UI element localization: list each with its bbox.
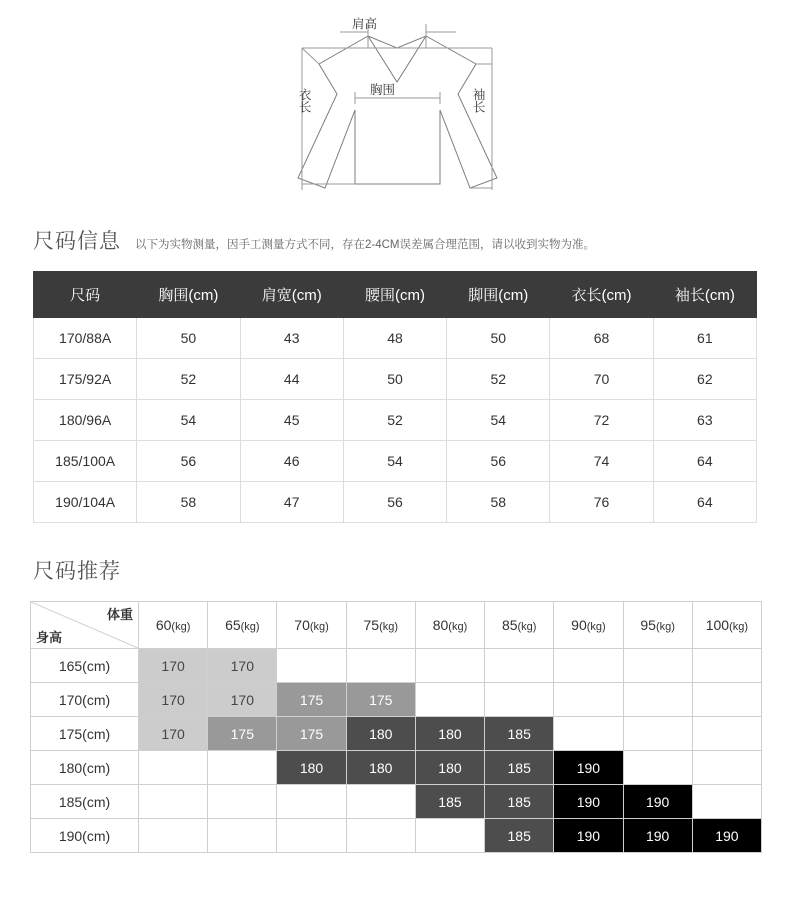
size-cell: 72 xyxy=(550,400,653,441)
recommend-cell xyxy=(139,785,208,819)
diagram-label-sleeve: 袖长 xyxy=(471,88,486,113)
recommend-cell: 170 xyxy=(139,683,208,717)
recommend-cell: 175 xyxy=(277,683,346,717)
recommend-cell: 175 xyxy=(277,717,346,751)
size-cell: 64 xyxy=(653,441,756,482)
recommend-cell: 190 xyxy=(692,819,761,853)
size-cell: 56 xyxy=(137,441,240,482)
recommend-cell xyxy=(623,751,692,785)
size-info-col-5: 衣长(cm) xyxy=(550,272,653,318)
recommend-cell xyxy=(692,649,761,683)
size-info-col-6: 袖长(cm) xyxy=(653,272,756,318)
height-row-header: 170(cm) xyxy=(31,683,139,717)
recommend-cell: 180 xyxy=(415,717,484,751)
garment-diagram-section xyxy=(0,0,790,225)
weight-header-80: 80(kg) xyxy=(415,602,484,649)
table-row xyxy=(34,318,757,359)
size-info-col-2: 肩宽(cm) xyxy=(240,272,343,318)
size-cell: 190/104A xyxy=(34,482,137,523)
recommend-cell xyxy=(139,819,208,853)
size-cell: 56 xyxy=(447,441,550,482)
size-info-note: 以下为实物测量，因手工测量方式不同，存在2-4CM误差属合理范围，请以收到实物为准。 xyxy=(135,239,596,251)
recommend-cell xyxy=(415,649,484,683)
weight-header-100: 100(kg) xyxy=(692,602,761,649)
recommend-cell xyxy=(277,649,346,683)
recommend-cell xyxy=(277,819,346,853)
size-cell: 61 xyxy=(653,318,756,359)
size-info-col-4: 脚围(cm) xyxy=(447,272,550,318)
size-recommend-title: 尺码推荐 xyxy=(33,560,121,583)
recommend-cell xyxy=(208,819,277,853)
size-cell: 56 xyxy=(343,482,446,523)
size-cell: 170/88A xyxy=(34,318,137,359)
size-cell: 63 xyxy=(653,400,756,441)
recommend-cell xyxy=(623,717,692,751)
recommend-cell xyxy=(139,751,208,785)
recommend-cell xyxy=(692,683,761,717)
recommend-cell xyxy=(554,717,623,751)
recommend-cell: 190 xyxy=(554,819,623,853)
recommend-cell: 170 xyxy=(139,649,208,683)
size-info-col-1: 胸围(cm) xyxy=(137,272,240,318)
table-row xyxy=(34,441,757,482)
recommend-cell xyxy=(692,785,761,819)
recommend-cell xyxy=(415,819,484,853)
size-cell: 50 xyxy=(137,318,240,359)
weight-header-70: 70(kg) xyxy=(277,602,346,649)
weight-header-95: 95(kg) xyxy=(623,602,692,649)
size-cell: 62 xyxy=(653,359,756,400)
size-cell: 43 xyxy=(240,318,343,359)
table-row xyxy=(31,819,762,853)
recommend-cell xyxy=(415,683,484,717)
height-row-header: 180(cm) xyxy=(31,751,139,785)
table-row xyxy=(31,785,762,819)
axis-corner-cell xyxy=(31,602,139,649)
height-row-header: 185(cm) xyxy=(31,785,139,819)
recommend-cell xyxy=(554,683,623,717)
size-cell: 45 xyxy=(240,400,343,441)
recommend-cell xyxy=(692,751,761,785)
height-row-header: 175(cm) xyxy=(31,717,139,751)
height-row-header: 165(cm) xyxy=(31,649,139,683)
size-cell: 68 xyxy=(550,318,653,359)
recommend-cell xyxy=(554,649,623,683)
recommend-cell: 175 xyxy=(208,717,277,751)
size-cell: 46 xyxy=(240,441,343,482)
size-cell: 74 xyxy=(550,441,653,482)
table-row xyxy=(34,482,757,523)
recommend-cell: 180 xyxy=(346,717,415,751)
recommend-cell xyxy=(485,683,554,717)
size-cell: 58 xyxy=(137,482,240,523)
recommend-cell: 185 xyxy=(485,751,554,785)
size-cell: 76 xyxy=(550,482,653,523)
size-cell: 180/96A xyxy=(34,400,137,441)
recommend-cell: 185 xyxy=(485,819,554,853)
recommend-cell xyxy=(485,649,554,683)
recommend-cell: 190 xyxy=(623,819,692,853)
recommend-cell: 185 xyxy=(485,785,554,819)
recommend-cell xyxy=(346,785,415,819)
recommend-cell: 190 xyxy=(623,785,692,819)
table-row xyxy=(31,717,762,751)
recommend-cell xyxy=(623,683,692,717)
size-info-header-row xyxy=(34,272,757,318)
weight-header-75: 75(kg) xyxy=(346,602,415,649)
size-cell: 58 xyxy=(447,482,550,523)
recommend-cell: 185 xyxy=(485,717,554,751)
table-row xyxy=(31,683,762,717)
table-row xyxy=(31,751,762,785)
size-cell: 52 xyxy=(447,359,550,400)
recommend-cell: 170 xyxy=(208,649,277,683)
size-cell: 44 xyxy=(240,359,343,400)
recommend-cell xyxy=(346,649,415,683)
size-cell: 64 xyxy=(653,482,756,523)
weight-header-65: 65(kg) xyxy=(208,602,277,649)
size-cell: 54 xyxy=(343,441,446,482)
size-info-table xyxy=(33,271,757,523)
size-cell: 54 xyxy=(137,400,240,441)
size-cell: 185/100A xyxy=(34,441,137,482)
recommend-cell: 170 xyxy=(208,683,277,717)
table-row xyxy=(31,649,762,683)
size-info-title: 尺码信息 xyxy=(33,230,121,253)
recommend-cell xyxy=(208,751,277,785)
size-cell: 50 xyxy=(343,359,446,400)
recommend-cell xyxy=(623,649,692,683)
size-cell: 175/92A xyxy=(34,359,137,400)
size-cell: 52 xyxy=(137,359,240,400)
recommend-cell: 190 xyxy=(554,751,623,785)
height-axis-label: 身高 xyxy=(36,630,63,645)
size-cell: 70 xyxy=(550,359,653,400)
size-cell: 50 xyxy=(447,318,550,359)
recommend-cell: 170 xyxy=(139,717,208,751)
height-row-header: 190(cm) xyxy=(31,819,139,853)
recommend-cell xyxy=(692,717,761,751)
weight-header-90: 90(kg) xyxy=(554,602,623,649)
recommend-cell: 180 xyxy=(415,751,484,785)
recommend-cell xyxy=(208,785,277,819)
weight-axis-label: 体重 xyxy=(106,607,133,622)
table-row xyxy=(34,359,757,400)
weight-header-60: 60(kg) xyxy=(139,602,208,649)
recommend-cell: 190 xyxy=(554,785,623,819)
recommend-cell xyxy=(346,819,415,853)
diagram-label-shoulder: 肩高 xyxy=(352,17,378,31)
size-info-col-0: 尺码 xyxy=(34,272,137,318)
diagram-label-chest: 胸围 xyxy=(370,83,396,97)
size-recommend-header-row xyxy=(31,602,762,649)
size-cell: 52 xyxy=(343,400,446,441)
recommend-cell: 185 xyxy=(415,785,484,819)
weight-header-85: 85(kg) xyxy=(485,602,554,649)
size-info-col-3: 腰围(cm) xyxy=(343,272,446,318)
size-recommend-table xyxy=(30,601,762,853)
recommend-cell: 175 xyxy=(346,683,415,717)
diagram-label-length: 衣长 xyxy=(297,88,312,113)
recommend-cell: 180 xyxy=(346,751,415,785)
size-cell: 54 xyxy=(447,400,550,441)
size-info-heading xyxy=(0,225,790,255)
recommend-cell xyxy=(277,785,346,819)
size-cell: 48 xyxy=(343,318,446,359)
recommend-cell: 180 xyxy=(277,751,346,785)
table-row xyxy=(34,400,757,441)
size-cell: 47 xyxy=(240,482,343,523)
